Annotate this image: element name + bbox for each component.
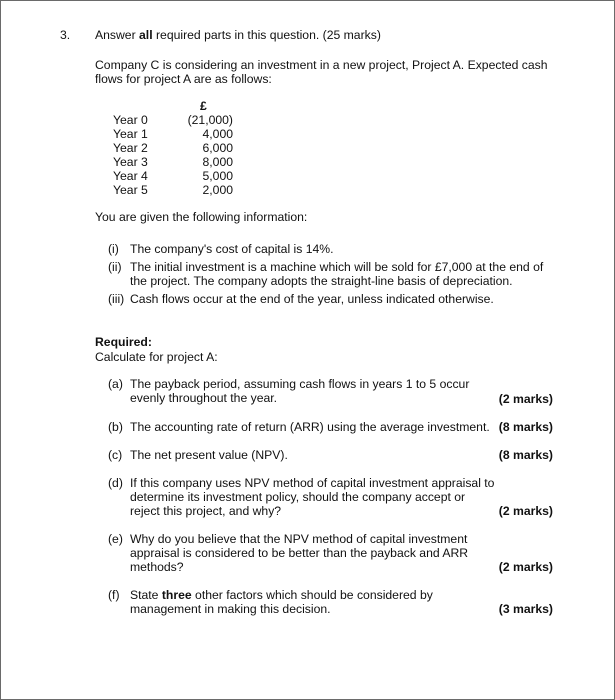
part-text: If this company uses NPV method of capital investment appraisal to determine its investment policy, should the company accept or reject this project, and why? bbox=[130, 476, 495, 518]
cashflow-year: Year 1 bbox=[113, 127, 148, 141]
part-marks: (2 marks) bbox=[498, 392, 553, 406]
part-marks: (8 marks) bbox=[498, 448, 553, 462]
part-label: (f) bbox=[108, 588, 120, 602]
cashflow-year: Year 0 bbox=[113, 113, 148, 127]
part-text-bold: three bbox=[161, 588, 192, 602]
part-text: The payback period, assuming cash flows in years 1 to 5 occur evenly throughout the year. bbox=[130, 377, 470, 405]
cashflow-row bbox=[113, 169, 233, 183]
header-bold: all bbox=[139, 28, 153, 42]
currency-header: £ bbox=[200, 99, 207, 113]
part-label: (e) bbox=[108, 532, 123, 546]
info-number: (iii) bbox=[108, 292, 125, 306]
cashflow-amount: 2,000 bbox=[202, 183, 233, 197]
info-number: (i) bbox=[108, 242, 119, 256]
info-number: (ii) bbox=[108, 260, 122, 274]
cashflow-year: Year 4 bbox=[113, 169, 148, 183]
cashflow-amount: (21,000) bbox=[187, 113, 233, 127]
part-text: Why do you believe that the NPV method of capital investment appraisal is considered to be better than the payback and ARR methods? bbox=[130, 532, 469, 574]
cashflow-year: Year 3 bbox=[113, 155, 148, 169]
required-heading: Required: bbox=[95, 335, 152, 349]
info-list bbox=[108, 242, 558, 310]
part-label: (c) bbox=[108, 448, 123, 462]
cashflow-row bbox=[113, 127, 233, 141]
info-text: The initial investment is a machine which will be sold for £7,000 at the end of the project. The company adopts the straight-line basis of depreciation. bbox=[130, 260, 544, 288]
info-item bbox=[108, 242, 558, 256]
part-label: (d) bbox=[108, 476, 123, 490]
question-intro: Company C is considering an investment in a new project, Project A. Expected cash flows for project A are as follows: bbox=[95, 58, 548, 86]
cashflow-year: Year 2 bbox=[113, 141, 148, 155]
header-suffix: required parts in this question. (25 marks) bbox=[152, 28, 381, 42]
required-subheading: Calculate for project A: bbox=[95, 350, 218, 364]
cashflow-row bbox=[113, 155, 233, 169]
part-text: The accounting rate of return (ARR) using the average investment. bbox=[130, 420, 490, 434]
cashflow-year: Year 5 bbox=[113, 183, 148, 197]
info-text: The company's cost of capital is 14%. bbox=[130, 242, 334, 256]
part-text-suffix: other factors which should be considered by management in making this decision. bbox=[130, 588, 433, 616]
question-header bbox=[95, 28, 381, 42]
cashflow-amount: 8,000 bbox=[202, 155, 233, 169]
part-label: (a) bbox=[108, 377, 123, 391]
part-text-prefix: State bbox=[130, 588, 162, 602]
part-marks: (3 marks) bbox=[498, 602, 553, 616]
info-intro: You are given the following information: bbox=[95, 210, 308, 224]
cashflow-row bbox=[113, 113, 233, 127]
cashflow-amount: 5,000 bbox=[202, 169, 233, 183]
cashflow-row bbox=[113, 183, 233, 197]
part-marks: (2 marks) bbox=[498, 560, 553, 574]
part-text bbox=[130, 588, 450, 616]
part-label: (b) bbox=[108, 420, 123, 434]
header-prefix: Answer bbox=[95, 28, 140, 42]
question-number: 3. bbox=[60, 28, 71, 42]
cashflow-amount: 4,000 bbox=[202, 127, 233, 141]
info-item bbox=[108, 260, 558, 288]
info-item bbox=[108, 292, 558, 306]
cashflow-row bbox=[113, 141, 233, 155]
info-text: Cash flows occur at the end of the year, unless indicated otherwise. bbox=[130, 292, 494, 306]
part-text: The net present value (NPV). bbox=[130, 448, 288, 462]
part-marks: (2 marks) bbox=[498, 504, 553, 518]
cashflow-amount: 6,000 bbox=[202, 141, 233, 155]
part-marks: (8 marks) bbox=[498, 420, 553, 434]
